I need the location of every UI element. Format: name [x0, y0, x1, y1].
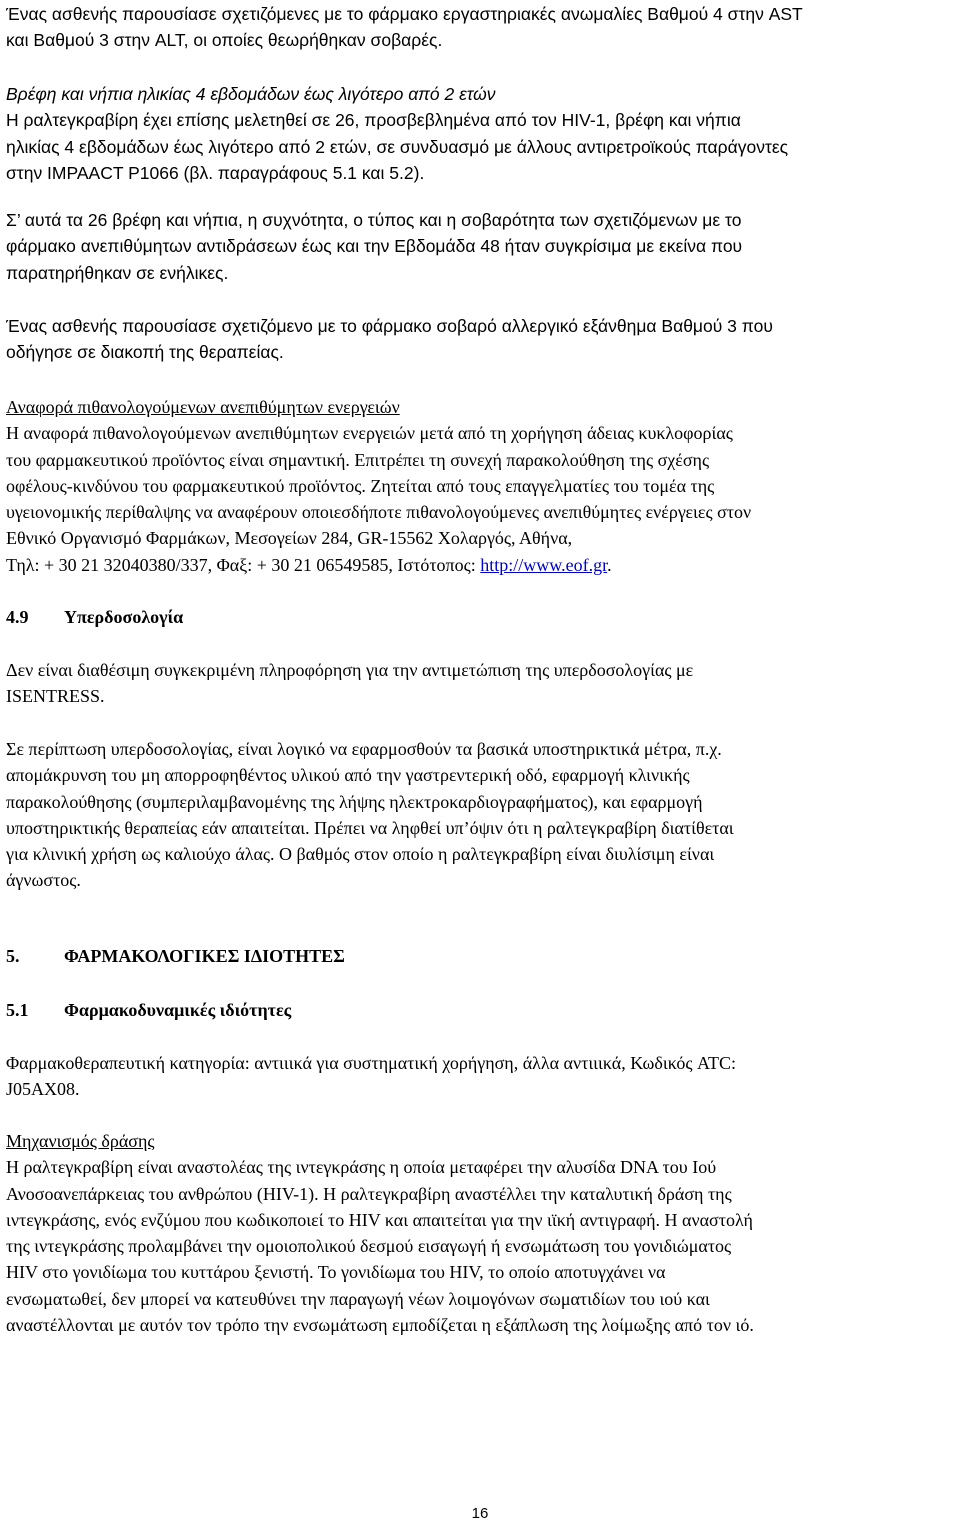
- text-line: ηλικίας 4 εβδομάδων έως λιγότερο από 2 ετών, σε συνδυασμό με άλλους αντιρετροϊκούς παράγοντες: [6, 136, 789, 157]
- infants-heading: Βρέφη και νήπια ηλικίας 4 εβδομάδων έως λιγότερο από 2 ετών: [6, 84, 496, 104]
- mechanism-section: [6, 1128, 956, 1338]
- text-line: για κλινική χρήση ως καλιούχο άλας. Ο βαθμός στον οποίο η ραλτεγκραβίρη είναι διυλίσιμη είναι: [6, 844, 715, 865]
- text-line: απομάκρυνση του μη απορροφηθέντος υλικού από την γαστρεντερική οδό, εφαρμογή κλινικής: [6, 765, 690, 786]
- reporting-heading: Αναφορά πιθανολογούμενων ανεπιθύμητων ενεργειών: [6, 397, 400, 417]
- text-line: Η ραλτεγκραβίρη έχει επίσης μελετηθεί σε 26, προσβεβλημένα από τον HIV-1, βρέφη και νήπια: [6, 110, 741, 131]
- text-line: Σ’ αυτά τα 26 βρέφη και νήπια, η συχνότητα, ο τύπος και η σοβαρότητα των σχετιζόμενων με το: [6, 210, 742, 230]
- text-line: Ένας ασθενής παρουσίασε σχετιζόμενες με το φάρμακο εργαστηριακές ανωμαλίες Βαθμού 4 στην AST: [6, 4, 803, 24]
- text-line: της ιντεγκράσης προλαμβάνει την ομοιοπολικού δεσμού εισαγωγή ή ενσωμάτωση του γονιδιώματος: [6, 1236, 732, 1257]
- text-line: οδήγησε σε διακοπή της θεραπείας.: [6, 342, 284, 363]
- atc-paragraph: [6, 1050, 956, 1103]
- text-line: ενσωματωθεί, δεν μπορεί να κατευθύνει την παραγωγή νέων λοιμογόνων σωματιδίων του ιού και: [6, 1288, 710, 1309]
- overdose-paragraph-2: [6, 736, 956, 894]
- contact-prefix: Τηλ: + 30 21 32040380/337, Φαξ: + 30 21 06549585, Ιστότοπος:: [6, 554, 481, 575]
- text-line: στην IMPAACT P1066 (βλ. παραγράφους 5.1 και 5.2).: [6, 162, 425, 183]
- contact-suffix: .: [607, 554, 612, 575]
- text-line: Ανοσοανεπάρκειας του ανθρώπου (HIV-1). Η ραλτεγκραβίρη αναστέλλει την καταλυτική δράση της: [6, 1183, 732, 1204]
- section-number: 4.9: [6, 607, 29, 627]
- section-title: Φαρμακοδυναμικές ιδιότητες: [64, 1000, 292, 1020]
- text-line: και Βαθμού 3 στην ALT, οι οποίες θεωρήθηκαν σοβαρές.: [6, 30, 443, 51]
- text-line: υγειονομικής περίθαλψης να αναφέρουν οποιεσδήποτε πιθανολογούμενες ανεπιθύμητες ενέργειες στον: [6, 502, 752, 523]
- reporting-section: [6, 394, 956, 578]
- overdose-paragraph-1: [6, 657, 956, 710]
- section-number: 5.1: [6, 1000, 29, 1020]
- text-line: HIV στο γονιδίωμα του κυττάρου ξενιστή. Το γονιδίωμα του HIV, το οποίο αποτυγχάνει να: [6, 1262, 666, 1283]
- text-line: υποστηρικτικής θεραπείας εάν απαιτείται. Πρέπει να ληφθεί υπ’όψιν ότι η ραλτεγκραβίρη διατίθεται: [6, 817, 734, 838]
- text-line: Σε περίπτωση υπερδοσολογίας, είναι λογικό να εφαρμοσθούν τα βασικά υποστηρικτικά μέτρα, π.χ.: [6, 739, 722, 759]
- adverse-lab-paragraph: [6, 1, 956, 54]
- text-line: αναστέλλονται με αυτόν τον τρόπο την ενσωμάτωση εμποδίζεται η εξάπλωση της λοίμωξης από τον ιό.: [6, 1315, 754, 1336]
- infants-section: [6, 81, 956, 186]
- text-line: φάρμακο ανεπιθύμητων αντιδράσεων έως και την Εβδομάδα 48 ήταν συγκρίσιμα με εκείνα που: [6, 236, 743, 257]
- mechanism-heading: Μηχανισμός δράσης: [6, 1131, 155, 1151]
- text-line: άγνωστος.: [6, 870, 81, 891]
- section-5-heading: [6, 943, 956, 969]
- eof-website-link[interactable]: http://www.eof.gr: [480, 554, 608, 575]
- text-line: ιντεγκράσης, ενός ενζύμου που κωδικοποιεί το HIV και απαιτείται για την ιϊκή αντιγραφή. Η αναστολή: [6, 1209, 753, 1230]
- contact-line: [6, 552, 956, 578]
- text-line: Η ραλτεγκραβίρη είναι αναστολέας της ιντεγκράσης η οποία μεταφέρει την αλυσίδα DNA του Ιού: [6, 1157, 717, 1178]
- text-line: Δεν είναι διαθέσιμη συγκεκριμένη πληροφόρηση για την αντιμετώπιση της υπερδοσολογίας με: [6, 660, 694, 680]
- page-number: 16: [471, 1505, 489, 1522]
- section-4-9-heading: [6, 604, 956, 630]
- section-title: ΦΑΡΜΑΚΟΛΟΓΙΚΕΣ ΙΔΙΟΤΗΤΕΣ: [64, 946, 345, 966]
- section-title: Υπερδοσολογία: [64, 607, 184, 627]
- text-line: J05AX08.: [6, 1079, 80, 1100]
- section-5-1-heading: [6, 997, 956, 1023]
- text-line: Ένας ασθενής παρουσίασε σχετιζόμενο με το φάρμακο σοβαρό αλλεργικό εξάνθημα Βαθμού 3 που: [6, 316, 773, 336]
- section-number: 5.: [6, 946, 20, 966]
- infants-paragraph-3: [6, 313, 956, 366]
- text-line: ISENTRESS.: [6, 686, 105, 707]
- text-line: παρακολούθησης (συμπεριλαμβανομένης της λήψης ηλεκτροκαρδιογραφήματος), και εφαρμογή: [6, 791, 703, 812]
- infants-paragraph-2: [6, 207, 956, 286]
- text-line: παρατηρήθηκαν σε ενήλικες.: [6, 262, 229, 283]
- text-line: Φαρμακοθεραπευτική κατηγορία: αντιιικά για συστηματική χορήγηση, άλλα αντιιικά, Κωδικός ATC:: [6, 1053, 737, 1073]
- text-line: οφέλους-κινδύνου του φαρμακευτικού προϊόντος. Ζητείται από τους επαγγελματίες του τομέα της: [6, 475, 715, 496]
- text-line: Η αναφορά πιθανολογούμενων ανεπιθύμητων ενεργειών μετά από τη χορήγηση άδειας κυκλοφορίας: [6, 423, 733, 444]
- text-line: Εθνικό Οργανισμό Φαρμάκων, Μεσογείων 284, GR-15562 Χολαργός, Αθήνα,: [6, 528, 573, 549]
- text-line: του φαρμακευτικού προϊόντος είναι σημαντική. Επιτρέπει τη συνεχή παρακολούθηση της σχέσης: [6, 449, 710, 470]
